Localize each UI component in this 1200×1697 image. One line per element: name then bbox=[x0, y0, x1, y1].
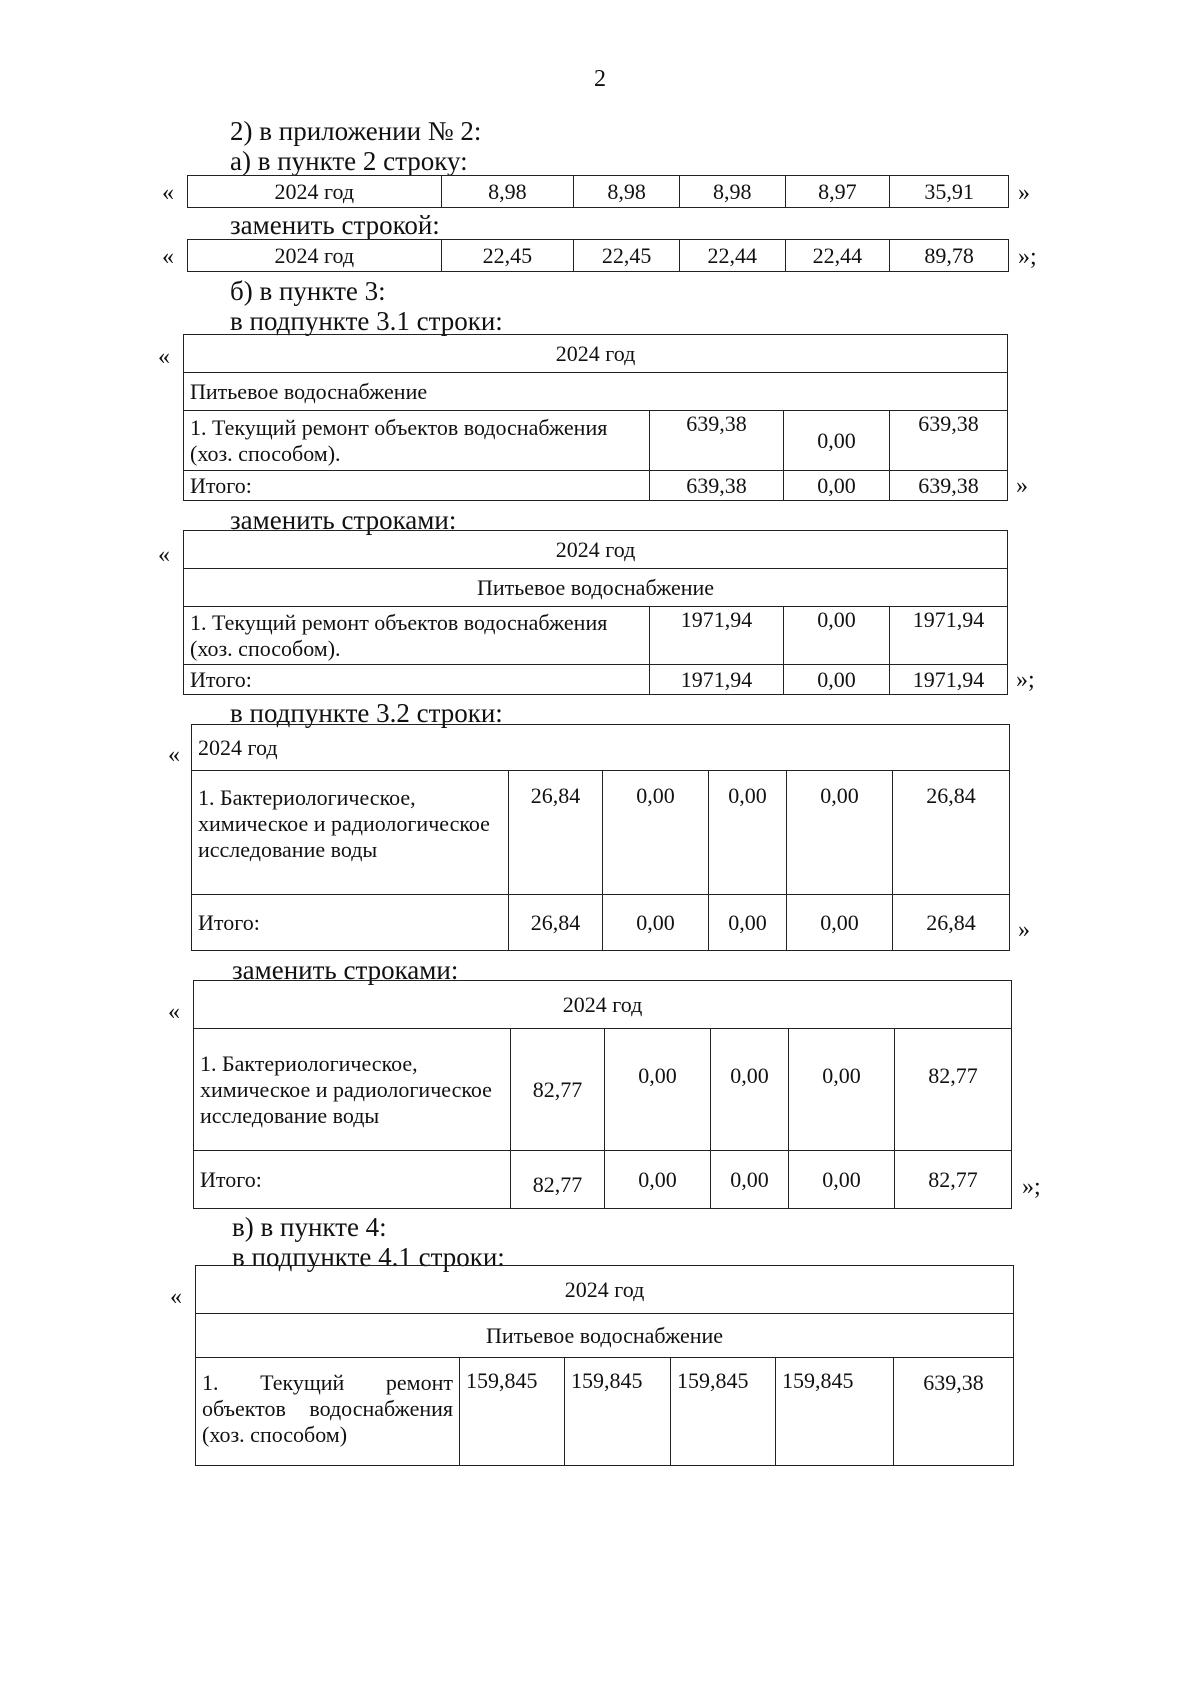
table-section: Питьевое водоснабжение bbox=[184, 373, 1008, 411]
intro-sub-4-1: в подпункте 4.1 строки: bbox=[232, 1242, 505, 1272]
table-cell: 0,00 bbox=[784, 665, 890, 695]
open-quote: « bbox=[170, 1284, 182, 1310]
table-item-label: 1. Бактериологическое, химическое и радиологическое исследование воды bbox=[194, 1029, 511, 1151]
table-cell: 639,38 bbox=[650, 411, 784, 471]
table-item-label: 1. Бактериологическое, химическое и радиологическое исследование воды bbox=[192, 771, 509, 895]
table-item-label: 1. Текущий ремонт объектов водоснабжения (хоз. способом). bbox=[184, 411, 650, 471]
intro-item-3: б) в пункте 3: bbox=[230, 276, 386, 306]
table-item2-old bbox=[187, 175, 1009, 208]
open-quote: « bbox=[162, 180, 174, 206]
table-cell: 22,44 bbox=[679, 240, 785, 272]
table-cell: 0,00 bbox=[603, 771, 709, 895]
table-cell: 0,00 bbox=[603, 895, 709, 951]
table-year: 2024 год bbox=[194, 981, 1012, 1029]
table-cell: 639,38 bbox=[650, 471, 784, 501]
table-total-label: Итого: bbox=[184, 471, 650, 501]
table-cell: 1971,94 bbox=[890, 607, 1008, 665]
open-quote: « bbox=[168, 999, 180, 1025]
table-item-label: 1. Текущий ремонт объектов водоснабжения (хоз. способом). bbox=[184, 607, 650, 665]
table-cell: 0,00 bbox=[709, 895, 787, 951]
table-cell: 8,97 bbox=[785, 176, 890, 208]
table-cell: 159,845 bbox=[460, 1358, 565, 1466]
table-cell: 0,00 bbox=[605, 1029, 711, 1151]
close-quote: »; bbox=[1018, 244, 1037, 270]
table-cell: 159,845 bbox=[565, 1358, 671, 1466]
table-cell: 0,00 bbox=[784, 411, 890, 471]
table-cell: 0,00 bbox=[709, 771, 787, 895]
table-cell: 2024 год bbox=[188, 240, 442, 272]
table-cell: 2024 год bbox=[188, 176, 442, 208]
table-total-label: Итого: bbox=[184, 665, 650, 695]
table-3-2-old bbox=[191, 724, 1010, 951]
table-cell: 0,00 bbox=[711, 1151, 789, 1209]
table-section: Питьевое водоснабжение bbox=[184, 569, 1008, 607]
table-cell: 0,00 bbox=[787, 895, 893, 951]
table-cell: 0,00 bbox=[787, 771, 893, 895]
table-section: Питьевое водоснабжение bbox=[196, 1314, 1014, 1358]
table-year: 2024 год bbox=[192, 725, 1010, 771]
table-cell: 1971,94 bbox=[890, 665, 1008, 695]
table-cell: 639,38 bbox=[890, 471, 1008, 501]
close-quote: »; bbox=[1016, 667, 1035, 693]
table-cell: 639,38 bbox=[890, 411, 1008, 471]
table-cell: 639,38 bbox=[894, 1358, 1014, 1466]
table-cell: 0,00 bbox=[789, 1151, 895, 1209]
intro-sub-3-2: в подпункте 3.2 строки: bbox=[230, 698, 503, 728]
table-cell: 8,98 bbox=[574, 176, 680, 208]
table-year: 2024 год bbox=[184, 531, 1008, 569]
replace-rows-text: заменить строками: bbox=[232, 955, 459, 985]
table-cell: 26,84 bbox=[893, 895, 1010, 951]
table-cell: 8,98 bbox=[679, 176, 785, 208]
table-cell: 22,44 bbox=[785, 240, 890, 272]
table-cell: 82,77 bbox=[895, 1151, 1012, 1209]
close-quote: » bbox=[1018, 917, 1030, 943]
table-year: 2024 год bbox=[196, 1266, 1014, 1314]
table-item2-new bbox=[187, 239, 1009, 272]
table-cell: 82,77 bbox=[511, 1151, 605, 1209]
intro-item-4: в) в пункте 4: bbox=[232, 1212, 387, 1242]
replace-row-text: заменить строкой: bbox=[230, 210, 440, 240]
replace-rows-text: заменить строками: bbox=[230, 505, 457, 535]
table-cell: 22,45 bbox=[441, 240, 574, 272]
table-cell: 0,00 bbox=[605, 1151, 711, 1209]
page-number: 2 bbox=[594, 66, 606, 92]
intro-appendix-2: 2) в приложении № 2: bbox=[230, 116, 482, 146]
table-cell: 1971,94 bbox=[650, 607, 784, 665]
close-quote: » bbox=[1018, 180, 1030, 206]
table-3-2-new bbox=[193, 980, 1012, 1209]
table-cell: 1971,94 bbox=[650, 665, 784, 695]
table-cell: 26,84 bbox=[509, 895, 603, 951]
open-quote: « bbox=[158, 344, 170, 370]
intro-item-2: а) в пункте 2 строку: bbox=[230, 146, 468, 176]
table-cell: 0,00 bbox=[784, 607, 890, 665]
table-cell: 159,845 bbox=[776, 1358, 894, 1466]
table-cell: 159,845 bbox=[671, 1358, 776, 1466]
table-total-label: Итого: bbox=[194, 1151, 511, 1209]
table-cell: 89,78 bbox=[890, 240, 1009, 272]
table-cell: 0,00 bbox=[784, 471, 890, 501]
table-total-label: Итого: bbox=[192, 895, 509, 951]
table-3-1-new bbox=[183, 530, 1008, 695]
intro-sub-3-1: в подпункте 3.1 строки: bbox=[230, 306, 503, 336]
close-quote: »; bbox=[1022, 1174, 1041, 1200]
open-quote: « bbox=[158, 542, 170, 568]
open-quote: « bbox=[162, 244, 174, 270]
table-item-label: 1. Текущий ремонт объектов водоснабжения (хоз. способом) bbox=[196, 1358, 460, 1466]
table-cell: 0,00 bbox=[789, 1029, 895, 1151]
table-cell: 26,84 bbox=[509, 771, 603, 895]
table-cell: 0,00 bbox=[711, 1029, 789, 1151]
table-cell: 22,45 bbox=[574, 240, 680, 272]
table-cell: 82,77 bbox=[511, 1029, 605, 1151]
table-cell: 8,98 bbox=[441, 176, 574, 208]
table-cell: 35,91 bbox=[890, 176, 1009, 208]
table-3-1-old bbox=[183, 334, 1008, 501]
table-4-1-old bbox=[195, 1265, 1014, 1466]
table-cell: 82,77 bbox=[895, 1029, 1012, 1151]
table-cell: 26,84 bbox=[893, 771, 1010, 895]
close-quote: » bbox=[1016, 473, 1028, 499]
open-quote: « bbox=[168, 742, 180, 768]
table-year: 2024 год bbox=[184, 335, 1008, 373]
